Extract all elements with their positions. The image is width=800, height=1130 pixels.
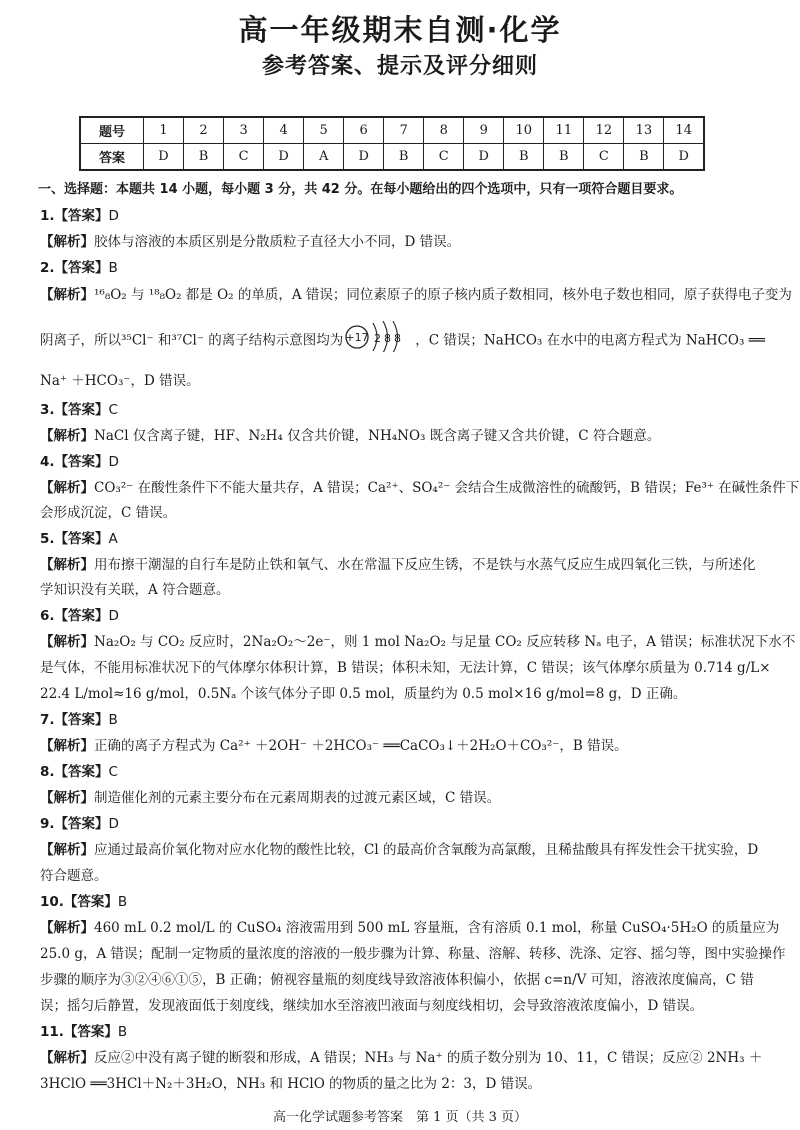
analysis-text: 正确的离子方程式为 Ca²⁺ ＋2OH⁻ ＋2HCO₃⁻ ══CaCO₃↓＋2H₂O＋CO₃²⁻，B 错误。 <box>94 738 628 754</box>
question-number: 1. <box>40 208 55 224</box>
table-cell: D <box>464 144 504 171</box>
analysis-q8 <box>40 789 768 807</box>
nucleus-charge: +17 <box>345 331 369 344</box>
answer-tag: 【答案】 <box>54 402 109 418</box>
analysis-text: ，C 错误；NaHCO₃ 在水中的电离方程式为 NaHCO₃ ══ <box>415 332 765 349</box>
answer-line-q8 <box>40 763 768 781</box>
question-number: 7. <box>40 712 55 728</box>
answer-value: A <box>108 531 118 547</box>
question-number: 9. <box>40 816 55 832</box>
answer-line-q4 <box>40 453 768 471</box>
analysis-tag: 【解析】 <box>40 480 94 496</box>
analysis-text: 符合题意。 <box>40 868 108 884</box>
answer-table <box>79 116 705 171</box>
analysis-text: 胶体与溶液的本质区别是分散质粒子直径大小不同，D 错误。 <box>94 234 461 250</box>
answer-tag: 【答案】 <box>54 531 109 547</box>
table-cell: D <box>664 144 704 171</box>
page-subtitle: 参考答案、提示及评分细则 <box>261 54 538 79</box>
table-cell: 6 <box>344 117 384 144</box>
table-cell: 1 <box>144 117 184 144</box>
analysis-q2-line2 <box>40 326 768 356</box>
answer-value: C <box>108 402 118 418</box>
answer-line-q10 <box>40 893 768 911</box>
question-number: 6. <box>40 608 55 624</box>
analysis-text: 会形成沉淀，C 错误。 <box>40 505 177 521</box>
table-cell: 5 <box>304 117 344 144</box>
answer-tag: 【答案】 <box>54 454 109 470</box>
analysis-text: 460 mL 0.2 mol/L 的 CuSO₄ 溶液需用到 500 mL 容量瓶，含有溶质 0.1 mol，称量 CuSO₄·5H₂O 的质量应为 <box>94 920 780 936</box>
analysis-tag: 【解析】 <box>40 428 94 444</box>
analysis-tag: 【解析】 <box>40 920 94 936</box>
table-cell: B <box>504 144 544 171</box>
analysis-q7 <box>40 737 768 755</box>
row-label-number: 题号 <box>80 117 144 144</box>
table-cell: C <box>424 144 464 171</box>
question-number: 2. <box>40 260 55 276</box>
table-cell: D <box>264 144 304 171</box>
answer-tag: 【答案】 <box>54 816 109 832</box>
table-cell: B <box>184 144 224 171</box>
table-cell: 4 <box>264 117 304 144</box>
analysis-text: 误；摇匀后静置，发现液面低于刻度线，继续加水至溶液凹液面与刻度线相切，会导致溶液浓度偏小，D 错误。 <box>40 998 704 1014</box>
answer-value: D <box>108 208 119 224</box>
answer-tag: 【答案】 <box>54 260 109 276</box>
table-cell: 8 <box>424 117 464 144</box>
analysis-text: Na⁺ ＋HCO₃⁻，D 错误。 <box>40 373 200 389</box>
page-title: 高一年级期末自测·化学 <box>238 13 562 47</box>
answer-line-q5 <box>40 530 768 548</box>
answer-value: D <box>108 608 119 624</box>
analysis-text: ¹⁶₈O₂ 与 ¹⁸₈O₂ 都是 O₂ 的单质，A 错误；同位素原子的原子核内质子数相同，核外电子数也相同，原子获得电子变为 <box>94 287 792 303</box>
answer-tag: 【答案】 <box>63 894 118 910</box>
table-cell: C <box>584 144 624 171</box>
answer-value: D <box>108 454 119 470</box>
analysis-q11 <box>40 1049 768 1067</box>
table-cell: 13 <box>624 117 664 144</box>
answer-line-q3 <box>40 401 768 419</box>
table-cell: B <box>384 144 424 171</box>
analysis-q4-line2 <box>40 504 768 522</box>
analysis-tag: 【解析】 <box>40 287 94 303</box>
answer-line-q7 <box>40 711 768 729</box>
analysis-text: 用布擦干潮湿的自行车是防止铁和氧气、水在常温下反应生锈，不是铁与水蒸气反应生成四氧化三铁，与所述化 <box>94 557 756 573</box>
analysis-q10 <box>40 919 780 937</box>
answer-line-q2 <box>40 259 768 277</box>
analysis-text: 22.4 L/mol≈16 g/mol，0.5Nₐ 个该气体分子即 0.5 mol，质量约为 0.5 mol×16 g/mol=8 g，D 正确。 <box>40 686 687 702</box>
analysis-q5 <box>40 556 768 574</box>
analysis-text: 阴离子，所以³⁵Cl⁻ 和³⁷Cl⁻ 的离子结构示意图均为 <box>40 332 344 349</box>
answer-row <box>80 144 704 171</box>
analysis-q6 <box>40 633 796 651</box>
question-number: 10. <box>40 894 64 910</box>
analysis-q6-line2 <box>40 659 771 677</box>
analysis-text: CO₃²⁻ 在酸性条件下不能大量共存，A 错误；Ca²⁺、SO₄²⁻ 会结合生成微溶性的硫酸钙，B 错误；Fe³⁺ 在碱性条件下 <box>94 480 800 496</box>
analysis-q2-line3 <box>40 372 768 390</box>
analysis-text: 学知识没有关联，A 符合题意。 <box>40 582 230 598</box>
answer-line-q11 <box>40 1023 768 1041</box>
table-cell: 12 <box>584 117 624 144</box>
answer-value: B <box>117 1024 128 1040</box>
question-number: 3. <box>40 402 55 418</box>
analysis-tag: 【解析】 <box>40 790 94 806</box>
question-number: 11. <box>40 1024 64 1040</box>
analysis-q4 <box>40 479 800 497</box>
answer-tag: 【答案】 <box>54 712 109 728</box>
table-cell: D <box>344 144 384 171</box>
analysis-text: 是气体，不能用标准状况下的气体摩尔体积计算，B 错误；体积未知，无法计算，C 错误；该气体摩尔质量为 0.714 g/L× <box>40 660 771 676</box>
analysis-tag: 【解析】 <box>40 557 94 573</box>
answer-tag: 【答案】 <box>54 608 109 624</box>
table-cell: 7 <box>384 117 424 144</box>
analysis-q6-line3 <box>40 685 768 703</box>
atom-structure-diagram <box>345 326 415 356</box>
answer-line-q1 <box>40 207 768 225</box>
table-cell: 3 <box>224 117 264 144</box>
answer-value: B <box>117 894 128 910</box>
table-cell: A <box>304 144 344 171</box>
analysis-q10-line3 <box>40 971 768 989</box>
analysis-q9 <box>40 841 768 859</box>
analysis-text: 反应②中没有离子键的断裂和形成，A 错误；NH₃ 与 Na⁺ 的质子数分别为 10、11，C 错误；反应② 2NH₃ ＋ <box>94 1050 763 1066</box>
analysis-q3 <box>40 427 768 445</box>
atom-structure-icon <box>345 318 415 352</box>
table-cell: D <box>144 144 184 171</box>
table-cell: B <box>624 144 664 171</box>
analysis-text: 制造催化剂的元素主要分布在元素周期表的过渡元素区域，C 错误。 <box>94 790 501 806</box>
answer-value: B <box>108 712 118 728</box>
analysis-text: 应通过最高价氧化物对应水化物的酸性比较，Cl 的最高价含氧酸为高氯酸，且稀盐酸具有挥发性会干扰实验，D <box>94 842 759 858</box>
answer-value: B <box>108 260 118 276</box>
question-number: 5. <box>40 531 55 547</box>
analysis-q9-line2 <box>40 867 768 885</box>
answer-tag: 【答案】 <box>54 208 109 224</box>
table-cell: C <box>224 144 264 171</box>
table-cell: B <box>544 144 584 171</box>
answer-line-q6 <box>40 607 768 625</box>
answer-line-q9 <box>40 815 768 833</box>
analysis-q10-line2 <box>40 945 786 963</box>
analysis-text: 3HClO ══3HCl＋N₂＋3H₂O，NH₃ 和 HClO 的物质的量之比为 2：3，D 错误。 <box>40 1076 542 1092</box>
analysis-q5-line2 <box>40 581 768 599</box>
analysis-tag: 【解析】 <box>40 1050 94 1066</box>
analysis-text: Na₂O₂ 与 CO₂ 反应时，2Na₂O₂～2e⁻，则 1 mol Na₂O₂ 与足量 CO₂ 反应转移 Nₐ 电子，A 错误；标准状况下水不 <box>94 634 796 650</box>
analysis-tag: 【解析】 <box>40 634 94 650</box>
table-cell: 11 <box>544 117 584 144</box>
analysis-text: 步骤的顺序为③②④⑥①⑤，B 正确；俯视容量瓶的刻度线导致溶液体积偏小，依据 c=n/V 可知，溶液浓度偏高，C 错 <box>40 972 754 988</box>
page-footer: 高一化学试题参考答案 第 1 页（共 3 页） <box>272 1110 528 1125</box>
table-cell: 9 <box>464 117 504 144</box>
shell-electrons-2: 8 <box>384 332 392 345</box>
row-label-answer: 答案 <box>80 144 144 171</box>
section-heading: 一、选择题：本题共 14 小题，每小题 3 分，共 42 分。在每小题给出的四个选项中，只有一项符合题目要求。 <box>38 182 683 197</box>
analysis-tag: 【解析】 <box>40 738 94 754</box>
question-number: 8. <box>40 764 55 780</box>
answer-tag: 【答案】 <box>63 1024 118 1040</box>
analysis-q2 <box>40 286 792 304</box>
question-number: 4. <box>40 454 55 470</box>
analysis-text: NaCl 仅含离子键，HF、N₂H₄ 仅含共价键，NH₄NO₃ 既含离子键又含共价键，C 符合题意。 <box>94 428 661 444</box>
answer-value: C <box>108 764 118 780</box>
shell-electrons-1: 2 <box>374 332 382 345</box>
analysis-text: 25.0 g，A 错误；配制一定物质的量浓度的溶液的一般步骤为计算、称量、溶解、转移、洗涤、定容、摇匀等，图中实验操作 <box>40 946 786 962</box>
question-number-row <box>80 117 704 144</box>
answer-tag: 【答案】 <box>54 764 109 780</box>
analysis-tag: 【解析】 <box>40 234 94 250</box>
analysis-q10-line4 <box>40 997 768 1015</box>
table-cell: 14 <box>664 117 704 144</box>
shell-electrons-3: 8 <box>394 332 402 345</box>
analysis-q11-line2 <box>40 1075 768 1093</box>
answer-value: D <box>108 816 119 832</box>
analysis-tag: 【解析】 <box>40 842 94 858</box>
table-cell: 2 <box>184 117 224 144</box>
analysis-q1 <box>40 233 768 251</box>
table-cell: 10 <box>504 117 544 144</box>
